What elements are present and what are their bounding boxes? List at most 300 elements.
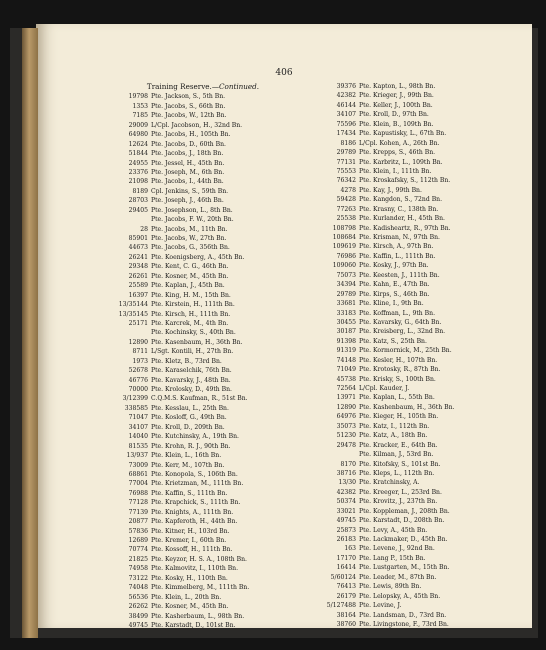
right-column	[322, 82, 500, 629]
soldier-entry: Pte. Kavarsky, G., 64th Bn.	[359, 318, 442, 326]
roster-entry	[114, 545, 292, 554]
roster-entry	[114, 366, 292, 375]
service-number: 33183	[336, 309, 356, 317]
roster-entry	[322, 271, 500, 280]
service-number: 21825	[128, 555, 148, 563]
service-number: 109060	[332, 262, 356, 270]
soldier-entry: Pte. Krepps, S., 46th Bn.	[359, 149, 436, 157]
service-number: 17434	[336, 130, 356, 138]
soldier-entry: Pte. Kapton, L., 98th Bn.	[359, 83, 436, 90]
service-number: 29789	[336, 290, 356, 298]
soldier-entry: Pte. Jacobs, F. W., 20th Bn.	[151, 216, 234, 224]
soldier-entry: Pte. Krovitz, J., 237th Bn.	[359, 498, 438, 506]
soldier-entry: Pte. Kreisberg, L., 32nd Bn.	[359, 328, 446, 336]
service-number: 74958	[128, 565, 148, 573]
service-number: 109619	[332, 243, 356, 251]
roster-entry	[114, 310, 292, 319]
roster-entry	[322, 544, 500, 553]
service-number: 8189	[132, 187, 148, 195]
service-number: 30187	[336, 328, 356, 336]
soldier-entry: Pte. Kapferoth, H., 44th Bn.	[151, 518, 238, 526]
soldier-entry: Pte. Kracker, E., 64th Bn.	[359, 441, 438, 449]
soldier-entry: Pte. Kochinsky, S., 40th Bn.	[151, 329, 236, 337]
roster-entry	[114, 442, 292, 451]
soldier-entry: Pte. Kormornick, M., 25th Bn.	[359, 347, 452, 355]
soldier-entry: Pte. Kapustisky, L., 67th Bn.	[359, 130, 447, 138]
service-number: 73009	[128, 461, 148, 469]
soldier-entry: Pte. Kent, C. G., 46th Bn.	[151, 263, 229, 271]
roster-entry	[114, 215, 292, 224]
service-number: 52678	[128, 367, 148, 375]
soldier-entry: Pte. Kosner, M., 45th Bn.	[151, 272, 229, 280]
service-number: 108798	[332, 224, 356, 232]
soldier-entry: Pte. Koenigsberg, A., 45th Bn.	[151, 253, 245, 261]
service-number: 20877	[128, 518, 148, 526]
service-number: 8170	[340, 460, 356, 468]
soldier-entry: Pte. Kitofsky, S., 101st Bn.	[359, 460, 441, 468]
soldier-entry: Pte. Klein, L., 20th Bn.	[151, 593, 222, 601]
service-number: 71049	[336, 366, 356, 374]
roster-entry	[322, 318, 500, 327]
roster-entry	[114, 508, 292, 517]
service-number: 76413	[336, 583, 356, 591]
soldier-entry: Pte. Keyzor, H. S. A., 108th Bn.	[151, 555, 247, 563]
service-number: 26262	[128, 603, 148, 611]
roster-entry	[322, 563, 500, 572]
roster-entry	[322, 158, 500, 167]
service-number: 26241	[128, 253, 148, 261]
service-number: 14040	[128, 433, 148, 441]
roster-entry	[322, 441, 500, 450]
roster-entry	[322, 592, 500, 601]
service-number: 13971	[336, 394, 356, 402]
service-number: 1353	[132, 102, 148, 110]
service-number: 13/35145	[118, 310, 148, 318]
roster-entry	[322, 176, 500, 185]
service-number: 45738	[336, 375, 356, 383]
roster-entry	[114, 291, 292, 300]
soldier-entry: Pte. Kroll, D., 209th Bn.	[151, 423, 225, 431]
soldier-entry: Pte. Karcrek, M., 4th Bn.	[151, 319, 229, 327]
soldier-entry: Pte. Kroll, D., 97th Bn.	[359, 111, 429, 119]
service-number: 26261	[128, 272, 148, 280]
service-number: 38760	[336, 620, 356, 628]
service-number: 57836	[128, 527, 148, 535]
service-number: 16397	[128, 291, 148, 299]
soldier-entry: Pte. Kadisheartz, R., 97th Bn.	[359, 224, 451, 232]
service-number: 70774	[128, 546, 148, 554]
roster-entry	[114, 168, 292, 177]
soldier-entry: L/Sgt. Kontili, H., 27th Bn.	[151, 348, 234, 356]
service-number: 108684	[332, 234, 356, 241]
service-number: 33681	[336, 300, 356, 308]
soldier-entry: Pte. Karbritz, L., 109th Bn.	[359, 158, 443, 166]
service-number: 25589	[128, 282, 148, 290]
soldier-entry: Pte. Keesten, J., 111th Bn.	[359, 271, 440, 279]
service-number: 44673	[128, 244, 148, 252]
soldier-entry: Pte. Karaselchik, 76th Bn.	[151, 367, 232, 375]
soldier-entry: Pte. Landsman, D., 73rd Bn.	[359, 611, 447, 619]
roster-entry	[114, 338, 292, 347]
roster-entry	[322, 167, 500, 176]
service-number: 26183	[336, 536, 356, 543]
soldier-entry: Pte. Kroskafsky, S., 112th Bn.	[359, 177, 451, 185]
service-number: 75596	[336, 120, 356, 128]
soldier-entry: Pte. Kalmovitz, I., 110th Bn.	[151, 565, 239, 573]
roster-entry	[114, 574, 292, 583]
soldier-entry: C.Q.M.S. Kaufman, R., 51st Bn.	[151, 395, 248, 403]
roster-entry	[322, 82, 500, 91]
roster-entry	[322, 242, 500, 251]
soldier-entry: Pte. Kangdon, S., 72nd Bn.	[359, 196, 443, 204]
soldier-entry: Pte. Lelopsky, A., 45th Bn.	[359, 592, 441, 600]
heading-suffix: —Continued.	[211, 82, 260, 91]
service-number: 338585	[124, 404, 148, 412]
soldier-entry: Pte. Krapchick, S., 111th Bn.	[151, 499, 241, 507]
service-number: 35073	[336, 422, 356, 430]
left-column	[114, 82, 292, 630]
service-number	[114, 328, 151, 337]
roster-entry	[322, 101, 500, 110]
roster-entry	[322, 309, 500, 318]
roster-entry	[322, 356, 500, 365]
soldier-entry: Pte. Kratchinsky, A.	[359, 479, 420, 487]
soldier-entry: Pte. Karstadt, D., 208th Bn.	[359, 517, 445, 525]
roster-entry	[322, 148, 500, 157]
soldier-entry: Pte. Jacobs, S., 66th Bn.	[151, 102, 226, 110]
roster-entry	[114, 196, 292, 205]
service-number: 77004	[128, 480, 148, 488]
roster-entry	[322, 384, 500, 393]
roster-entry	[322, 431, 500, 440]
roster-entry	[322, 129, 500, 138]
service-number: 71047	[128, 414, 148, 422]
service-number: 28	[140, 225, 148, 233]
book-spine	[22, 28, 38, 638]
soldier-entry: Pte. Kashenbaum, H., 36th Bn.	[359, 403, 455, 411]
service-number: 56536	[128, 593, 148, 601]
service-number: 74148	[336, 356, 356, 364]
service-number: 42382	[336, 488, 356, 496]
service-number: 64980	[128, 131, 148, 139]
soldier-entry: Pte. Kaffin, S., 111th Bn.	[151, 489, 228, 497]
soldier-entry: Pte. Leader, M., 87th Bn.	[359, 573, 437, 581]
service-number: 46144	[336, 101, 356, 109]
roster-entry	[114, 479, 292, 488]
service-number: 68861	[128, 470, 148, 478]
roster-entry	[322, 469, 500, 478]
service-number: 64976	[336, 413, 356, 421]
roster-entry	[114, 130, 292, 139]
service-number: 21098	[128, 178, 148, 186]
roster-entry	[322, 582, 500, 591]
roster-entry	[114, 121, 292, 130]
soldier-entry: Pte. Joseph, J., 46th Bn.	[151, 197, 224, 205]
soldier-entry: Pte. Krasny, C., 138th Bn.	[359, 205, 439, 213]
roster-entry	[322, 224, 500, 233]
roster-entry	[322, 252, 500, 261]
service-number	[114, 215, 151, 224]
service-number: 13/35144	[118, 301, 148, 309]
service-number: 91398	[336, 337, 356, 345]
roster-entry	[322, 290, 500, 299]
soldier-entry: Pte. King, H. M., 15th Bn.	[151, 291, 231, 299]
service-number: 72564	[336, 385, 356, 392]
roster-entry	[322, 460, 500, 469]
soldier-entry: Pte. Levine, J.	[359, 602, 402, 610]
service-number: 91319	[336, 347, 356, 355]
roster-entry	[114, 262, 292, 271]
service-number: 77131	[336, 158, 356, 166]
roster-entry	[114, 187, 292, 196]
roster-entry	[114, 385, 292, 394]
roster-entry	[114, 413, 292, 422]
service-number: 75073	[336, 271, 356, 279]
service-number: 13/30	[338, 479, 356, 487]
roster-entry	[322, 526, 500, 535]
service-number: 23376	[128, 168, 148, 176]
roster-entry	[322, 346, 500, 355]
soldier-entry: Pte. Jacobs, D., 60th Bn.	[151, 140, 226, 148]
roster-entry	[322, 611, 500, 620]
soldier-entry: Pte. Klein, L., 16th Bn.	[151, 452, 222, 460]
roster-entry	[114, 498, 292, 507]
roster-entry	[114, 253, 292, 262]
service-number: 28703	[128, 197, 148, 205]
soldier-entry: Pte. Levy, A., 45th Bn.	[359, 526, 428, 534]
soldier-entry: Pte. Keller, J., 100th Bn.	[359, 101, 433, 109]
soldier-entry: Pte. Kahn, E., 47th Bn.	[359, 281, 430, 289]
roster-entry	[114, 583, 292, 592]
soldier-entry: Pte. Kilman, J., 53rd Bn.	[359, 451, 434, 459]
heading-title: Training Reserve.	[146, 82, 212, 91]
roster-entry	[322, 535, 500, 544]
soldier-entry: Pte. Koppleman, J., 208th Bn.	[359, 507, 450, 515]
roster-entry	[322, 337, 500, 346]
roster-entry	[322, 403, 500, 412]
soldier-entry: Pte. Kay, J., 99th Bn.	[359, 186, 422, 194]
roster-entry	[114, 612, 292, 621]
soldier-entry: Pte. Kirsch, H., 111th Bn.	[151, 310, 231, 318]
service-number: 29348	[128, 263, 148, 271]
soldier-entry: Pte. Krieger, J., 99th Bn.	[359, 92, 434, 100]
service-number: 76988	[128, 489, 148, 497]
service-number: 77139	[128, 508, 148, 516]
service-number: 7185	[132, 112, 148, 120]
roster-entry	[114, 527, 292, 536]
roster-entry	[322, 488, 500, 497]
soldier-entry: Pte. Jessel, H., 45th Bn.	[151, 159, 225, 167]
soldier-entry: Pte. Kesslau, L., 25th Bn.	[151, 404, 229, 412]
soldier-entry: Pte. Levene, J., 92nd Bn.	[359, 545, 435, 553]
roster-entry	[114, 376, 292, 385]
service-number: 12689	[128, 537, 148, 545]
soldier-entry: Pte. Josephson, L., 8th Bn.	[151, 206, 233, 214]
soldier-entry: Pte. Kosky, H., 110th Bn.	[151, 574, 228, 582]
soldier-entry: L/Cpl. Kauder, J.	[359, 385, 410, 392]
service-number: 75553	[336, 167, 356, 175]
roster-entry	[322, 516, 500, 525]
service-number: 4278	[340, 186, 356, 194]
soldier-entry: Pte. Jacobs, M., 11th Bn.	[151, 225, 228, 233]
roster-entry	[322, 393, 500, 402]
soldier-entry: Pte. Katz, S., 25th Bn.	[359, 337, 427, 345]
soldier-entry: Pte. Kremer, I., 60th Bn.	[151, 537, 227, 545]
roster-entry	[322, 299, 500, 308]
service-number: 25873	[336, 526, 356, 534]
service-number: 29405	[128, 206, 148, 214]
roster-entry	[114, 602, 292, 611]
service-number	[322, 450, 359, 459]
service-number: 39376	[336, 83, 356, 90]
roster-entry	[322, 554, 500, 563]
soldier-entry: Pte. Konopola, S., 106th Bn.	[151, 470, 238, 478]
soldier-entry: Pte. Katz, A., 18th Bn.	[359, 432, 428, 440]
soldier-entry: Pte. Kimmelberg, M., 111th Bn.	[151, 584, 250, 592]
soldier-entry: Pte. Lustgarten, M., 15th Bn.	[359, 564, 450, 572]
roster-entry	[322, 195, 500, 204]
service-number: 34107	[336, 111, 356, 119]
roster-entry	[114, 451, 292, 460]
roster-entry	[114, 517, 292, 526]
roster-entry	[322, 139, 500, 148]
roster-entry	[114, 564, 292, 573]
soldier-entry: Pte. Koffman, L., 9th Bn.	[359, 309, 436, 317]
service-number: 8711	[132, 348, 148, 356]
service-number: 19798	[128, 93, 148, 101]
roster-entry	[114, 149, 292, 158]
soldier-entry: Pte. Jacobs, W., 12th Bn.	[151, 112, 227, 120]
roster-entry	[322, 120, 500, 129]
roster-entry	[114, 300, 292, 309]
roster-entry	[114, 461, 292, 470]
service-number: 5/127488	[326, 602, 356, 610]
soldier-entry: Pte. Kline, I., 9th Bn.	[359, 300, 424, 308]
service-number: 12890	[128, 338, 148, 346]
roster-entry	[322, 478, 500, 487]
service-number: 16414	[336, 564, 356, 572]
soldier-entry: Pte. Klein, I., 111th Bn.	[359, 167, 432, 175]
roster-entry	[114, 470, 292, 479]
soldier-entry: Pte. Kaffin, L., 111th Bn.	[359, 252, 436, 260]
page-number: 406	[275, 68, 293, 78]
soldier-entry: Pte. Kasherbaum, L., 98th Bn.	[151, 612, 245, 620]
service-number: 3/12399	[122, 395, 148, 403]
right-roster	[322, 82, 500, 629]
section-heading	[114, 82, 292, 91]
soldier-entry: Pte. Jacobs, W., 27th Bn.	[151, 235, 227, 243]
service-number: 46776	[128, 376, 148, 384]
service-number: 17170	[336, 554, 356, 562]
roster-entry	[114, 177, 292, 186]
soldier-entry: Pte. Karstadt, D., 101st Bn.	[151, 621, 236, 629]
roster-entry	[322, 450, 500, 459]
left-roster	[114, 92, 292, 630]
roster-entry	[114, 489, 292, 498]
soldier-entry: Pte. Kreeger, L., 253rd Bn.	[359, 488, 442, 496]
service-number: 5/60124	[330, 573, 356, 581]
soldier-entry: Pte. Kossoff, H., 111th Bn.	[151, 546, 233, 554]
roster-entry	[114, 243, 292, 252]
service-number: 81535	[128, 442, 148, 450]
soldier-entry: Pte. Kerr, M., 107th Bn.	[151, 461, 225, 469]
soldier-entry: Pte. Lang P., 15th Bn.	[359, 554, 426, 562]
roster-entry	[114, 281, 292, 290]
roster-entry	[322, 233, 500, 242]
soldier-entry: Pte. Knights, A., 111th Bn.	[151, 508, 234, 516]
roster-entry	[114, 319, 292, 328]
soldier-entry: Pte. Krotosky, R., 87th Bn.	[359, 366, 441, 374]
soldier-entry: Pte. Kirstein, H., 111th Bn.	[151, 301, 235, 309]
roster-entry	[114, 423, 292, 432]
service-number: 42382	[336, 92, 356, 100]
book-page	[36, 24, 532, 628]
soldier-entry: Pte. Kirps, S., 46th Bn.	[359, 290, 430, 298]
service-number: 8186	[340, 139, 356, 147]
soldier-entry: Pte. Kavarsky, J., 48th Bn.	[151, 376, 231, 384]
service-number: 13/937	[126, 452, 148, 460]
roster-entry	[114, 140, 292, 149]
roster-entry	[322, 205, 500, 214]
soldier-entry: Pte. Lewis, 89th Bn.	[359, 583, 422, 591]
roster-entry	[114, 621, 292, 630]
service-number: 30455	[336, 318, 356, 326]
roster-entry	[322, 91, 500, 100]
soldier-entry: L/Cpl. Jacobson, H., 32nd Bn.	[151, 121, 243, 129]
roster-entry	[322, 365, 500, 374]
roster-entry	[114, 111, 292, 120]
service-number: 25171	[128, 319, 148, 327]
soldier-entry: Pte. Kutchinsky, A., 19th Bn.	[151, 433, 239, 441]
roster-entry	[114, 347, 292, 356]
soldier-entry: Pte. Kitner, H., 103rd Bn.	[151, 527, 230, 535]
roster-entry	[114, 536, 292, 545]
roster-entry	[114, 593, 292, 602]
soldier-entry: Pte. Kesler, H., 107th Bn.	[359, 356, 438, 364]
soldier-entry: L/Cpl. Kohen, A., 26th Bn.	[359, 139, 440, 147]
soldier-entry: Pte. Livingstone, F., 73rd Bn.	[359, 620, 449, 628]
service-number: 49745	[336, 517, 356, 525]
service-number: 12624	[128, 140, 148, 148]
roster-entry	[322, 327, 500, 336]
roster-entry	[114, 102, 292, 111]
roster-entry	[114, 206, 292, 215]
service-number: 34394	[336, 281, 356, 289]
soldier-entry: Pte. Kurlander, H., 45th Bn.	[359, 215, 445, 223]
roster-entry	[114, 234, 292, 243]
roster-entry	[114, 328, 292, 337]
soldier-entry: Pte. Lackmaker, D., 45th Bn.	[359, 536, 448, 543]
roster-entry	[114, 404, 292, 413]
roster-entry	[322, 507, 500, 516]
roster-entry	[322, 280, 500, 289]
soldier-entry: Pte. Krietzman, M., 111th Bn.	[151, 480, 244, 488]
soldier-entry: Pte. Krisky, S., 100th Bn.	[359, 375, 436, 383]
soldier-entry: Pte. Kletz, B., 73rd Bn.	[151, 357, 222, 365]
soldier-entry: Pte. Kaplan, J., 45th Bn.	[151, 282, 225, 290]
service-number: 51230	[336, 432, 356, 440]
soldier-entry: Pte. Jacobs, G., 356th Bn.	[151, 244, 230, 252]
soldier-entry: Pte. Jackson, S., 5th Bn.	[151, 93, 226, 101]
soldier-entry: Pte. Joseph, M., 6th Bn.	[151, 168, 225, 176]
roster-entry	[114, 555, 292, 564]
service-number: 77128	[128, 499, 148, 507]
soldier-entry: Pte. Klein, B., 109th Bn.	[359, 120, 434, 128]
service-number: 38499	[128, 612, 148, 620]
soldier-entry: Pte. Kieger, H., 105th Bn.	[359, 413, 439, 421]
service-number: 33021	[336, 507, 356, 515]
soldier-entry: Pte. Krisman, N., 97th Bn.	[359, 234, 440, 241]
